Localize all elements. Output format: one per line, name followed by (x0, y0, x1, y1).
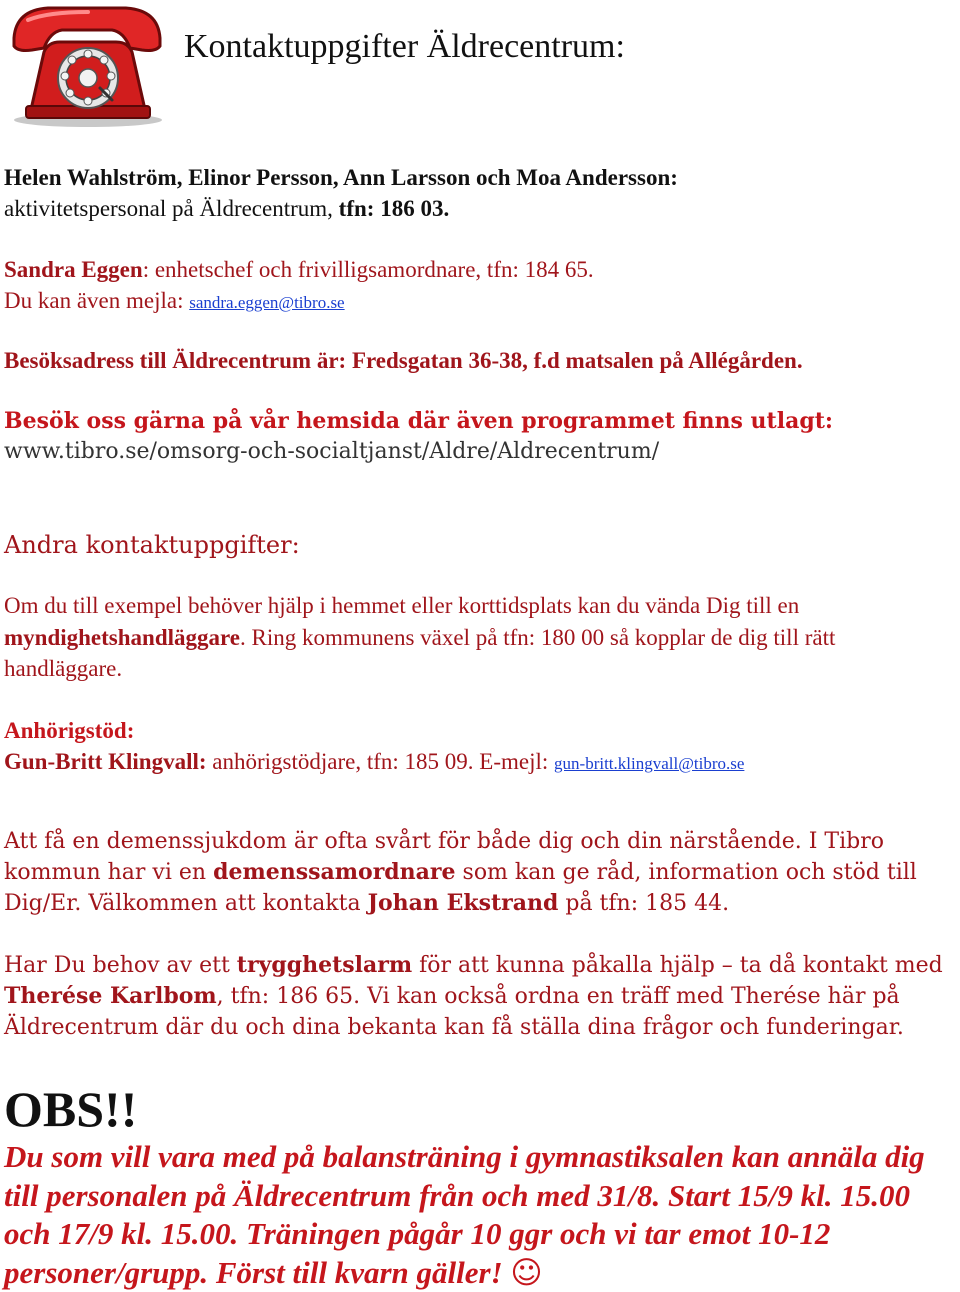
carer-support-email-link[interactable]: gun-britt.klingvall@tibro.se (554, 754, 745, 773)
dementia-a: Att få en demenssjukdom är ofta svårt för både dig och din närstående. I Tibro kommun har vi en (4, 829, 884, 885)
carer-support-section (4, 715, 958, 779)
dementia-b: som kan ge råd, information och stöd till Dig/Er. Välkommen att kontakta (4, 860, 917, 916)
alarm-contact-name: Therése Karlbom (4, 983, 217, 1009)
manager-section (4, 254, 958, 318)
manager-name: Sandra Eggen (4, 257, 143, 282)
website-url[interactable]: www.tibro.se/omsorg-och-socialtjanst/Aldre/Aldrecentrum/ (4, 439, 660, 464)
visit-address-text: Besöksadress till Äldrecentrum är: Fredsgatan 36-38, f.d matsalen på Allégården. (4, 348, 803, 373)
other-contacts-bold: myndighetshandläggare (4, 624, 241, 650)
alarm-a: Har Du behov av ett (4, 953, 237, 978)
manager-email-link[interactable]: sandra.eggen@tibro.se (189, 293, 345, 312)
dementia-coordinator: demenssamordnare (213, 859, 456, 885)
manager-sep: : (142, 257, 155, 282)
carer-support-name: Gun-Britt Klingvall: (4, 749, 207, 774)
other-contacts-p1a: Om du till exempel behöver hjälp i hemmet eller korttidsplats kan du vända Dig till en (4, 593, 800, 618)
alarm-b: för att kunna påkalla hjälp – ta då kontakt med (412, 953, 943, 978)
alarm-c: , tfn: 186 65. Vi kan också ordna en träff med Therése här på Äldrecentrum där du och dina bekanta kan få ställa dina frågor och funderingar. (4, 984, 904, 1040)
staff-role: aktivitetspersonal på Äldrecentrum, (4, 196, 339, 221)
alarm-keyword: trygghetslarm (236, 952, 413, 978)
manager-role: enhetschef och frivilligsamordnare, tfn: 184 65. (154, 257, 594, 282)
other-contacts-section (4, 528, 958, 562)
other-contacts-text (4, 590, 958, 685)
carer-support-heading: Anhörigstöd: (4, 718, 135, 743)
carer-support-text: anhörigstödjare, tfn: 185 09. E-mejl: (206, 749, 555, 774)
staff-phone: tfn: 186 03. (338, 196, 450, 221)
dementia-contact-name: Johan Ekstrand (367, 890, 559, 916)
staff-section (4, 162, 958, 224)
other-contacts-p1b: . Ring kommunens växel på tfn: 180 00 så kopplar de dig till rätt handläggare. (4, 624, 836, 681)
page-title: Kontaktuppgifter Äldrecentrum: (184, 28, 625, 65)
website-intro: Besök oss gärna på vår hemsida där även programmet finns utlagt: (4, 408, 833, 434)
red-telephone-icon (8, 2, 164, 128)
obs-note (4, 1138, 960, 1292)
manager-mail-label: Du kan även mejla: (4, 288, 190, 313)
obs-heading: OBS!! (4, 1081, 138, 1137)
dementia-c: på tfn: 185 44. (558, 891, 730, 916)
other-contacts-heading: Andra kontaktuppgifter: (4, 531, 300, 559)
website-section (4, 406, 958, 467)
alarm-section (4, 950, 958, 1043)
visit-address (4, 345, 958, 376)
dementia-section (4, 826, 958, 919)
obs-note-text: Du som vill vara med på balansträning i gymnastiksalen kan annäla dig till personalen på Äldrecentrum från och med 31/8. Start 15/9 kl. 15.00 och 17/9 kl. 15.00. Träningen pågår 10 ggr och vi tar emot 10-12 personer/grupp. Först till kvarn gäller! (4, 1139, 925, 1290)
staff-names: Helen Wahlström, Elinor Persson, Ann Larsson och Moa Andersson: (4, 165, 678, 190)
smiley-icon: ☺ (510, 1254, 543, 1291)
